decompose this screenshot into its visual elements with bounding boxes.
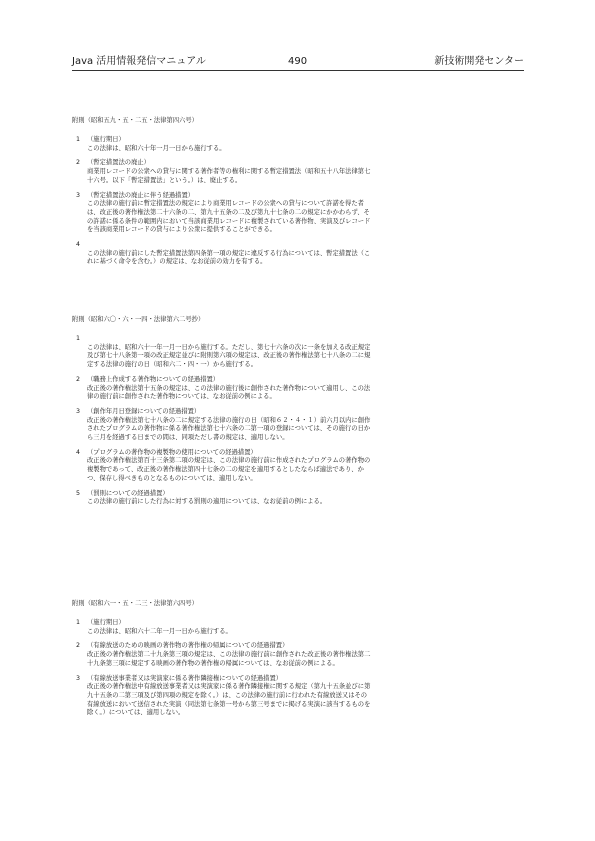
page-header — [72, 55, 524, 71]
section-title: 附則（昭和六一・五・二三・法律第六四号） — [72, 600, 198, 607]
article — [72, 192, 372, 236]
article-number: 5 — [76, 489, 81, 497]
article-number: 2 — [76, 642, 81, 650]
page-number: 490 — [288, 56, 308, 67]
article-heading: （プログラムの著作物の複製物の使用についての経過措置） — [87, 448, 257, 456]
article-body: 改正後の著作権法第十五条の規定は、この法律の施行後に創作された著作物について適用し、この法律の施行前に創作された著作物については、なお従前の例による。 — [87, 384, 371, 401]
article-heading: （罰則についての経過措置） — [87, 489, 169, 497]
article — [72, 136, 372, 153]
article-body: 改正後の著作権法第七十八条の二に規定する法律の施行の日（昭和６２・４・１）前六月以内に創作されたプログラムの著作物に係る著作権法第七十六条の二第一項の登録については、その施行の日から三月を経過する日までの間は、同項ただし書の規定は、適用しない。 — [87, 416, 371, 442]
supplementary-provision-section — [72, 600, 372, 718]
article-heading: （施行期日） — [87, 136, 125, 143]
article — [72, 159, 372, 185]
article-body: 改正後の著作権法第百十三条第二項の規定は、この法律の施行前に作成されたプログラムの著作物の複製物であって、改正後の著作権法第四十七条の二の規定を適用するとしたならば適法であり、かつ、保存し得べきものとなるものについては、適用しない。 — [87, 457, 371, 482]
article-number: 1 — [76, 136, 81, 143]
article-body: この法律の施行前にした暫定措置法第四条第一項の規定に違反する行為については、暫定措置法（これに基づく命令を含む。）の規定は、なお従前の効力を有する。 — [87, 249, 371, 266]
article-body: この法律の施行前に暫定措置法の規定により商業用レコードの公衆への貸与について許諾を得た者は、改正後の著作権法第二十六条の二、第九十五条の二及び第九十七条の二の規定にかかわらず、その許諾に係る条件の範囲内において当該商業用レコードに複製されている著作物、実演及びレコードを当該商業用レコードの貸与により公衆に提供することができる。 — [87, 200, 371, 234]
article-number: 2 — [76, 159, 81, 167]
article-number: 4 — [76, 448, 81, 456]
article-number: 3 — [76, 191, 81, 199]
article-heading: （有線放送のための映画の著作物の著作権の帰属についての経過措置） — [87, 642, 289, 650]
article-number: 2 — [76, 375, 81, 383]
article-heading: （有線放送事業者又は実演家に係る著作隣接権についての経過措置） — [87, 674, 283, 682]
organization-name: 新技術開発センター — [434, 56, 524, 67]
article-number: 1 — [76, 619, 81, 626]
article — [72, 335, 372, 370]
article-body: この法律は、昭和六十二年一月一日から施行する。 — [87, 627, 232, 635]
article-body: 改正後の著作権法中有線放送事業者又は実演家に係る著作隣接権に関する規定（第九十五条並びに第九十五条の二第三項及び第四項の規定を除く。）は、この法律の施行前に行われた有線放送又はその有線放送において送信された実演（同法第七条第一号から第三号までに掲げる実演に該当するものを除く。）については、適用しない。 — [87, 683, 371, 717]
article-body: この法律は、昭和六十一年一月一日から施行する。ただし、第七十六条の次に一条を加える改正規定及び第七十八条第一項の改正規定並びに附則第六項の規定は、改正後の著作権法第七十八条の二に規定する法律の施行の日（昭和六二・四・一）から施行する。 — [87, 343, 371, 369]
article-body: この法律は、昭和六十年一月一日から施行する。 — [87, 144, 226, 152]
article-body: 改正後の著作権法第二十九条第三項の規定は、この法律の施行前に創作された改正後の著作権法第二十九条第三項に規定する映画の著作物の著作権の帰属については、なお従前の例による。 — [87, 651, 371, 667]
article-number: 3 — [76, 407, 81, 415]
article-number: 1 — [76, 335, 81, 342]
article — [72, 376, 372, 402]
section-title: 附則（昭和六〇・六・一四・法律第六二号抄） — [72, 316, 205, 323]
article-body: この法律の施行前にした行為に対する罰則の適用については、なお従前の例による。 — [87, 498, 327, 506]
document-title: Java 活用情報発信マニュアル — [72, 56, 206, 67]
article-heading: （職務上作成する著作物についての経過措置） — [87, 375, 220, 383]
article — [72, 619, 372, 636]
article-number: 4 — [76, 241, 81, 249]
article-heading: （暫定措置法の廃止に伴う経過措置） — [87, 191, 195, 199]
article — [72, 449, 372, 484]
article-heading: （施行期日） — [87, 619, 125, 626]
supplementary-provision-section — [72, 117, 372, 267]
article — [72, 241, 372, 267]
header-divider — [72, 70, 524, 71]
article-body: 商業用レコードの公衆への貸与に関する著作者等の権利に関する暫定措置法（昭和五十八年法律第七十六号。以下「暫定措置法」という。）は、廃止する。 — [87, 168, 371, 184]
article-heading: （創作年月日登録についての経過措置） — [87, 407, 201, 415]
section-title: 附則（昭和五九・五・二五・法律第四六号） — [72, 117, 198, 124]
article — [72, 408, 372, 443]
article — [72, 490, 372, 507]
article — [72, 642, 372, 668]
article-heading: （暫定措置法の廃止） — [87, 159, 150, 167]
article-number: 3 — [76, 674, 81, 682]
article — [72, 675, 372, 719]
supplementary-provision-section — [72, 316, 372, 507]
